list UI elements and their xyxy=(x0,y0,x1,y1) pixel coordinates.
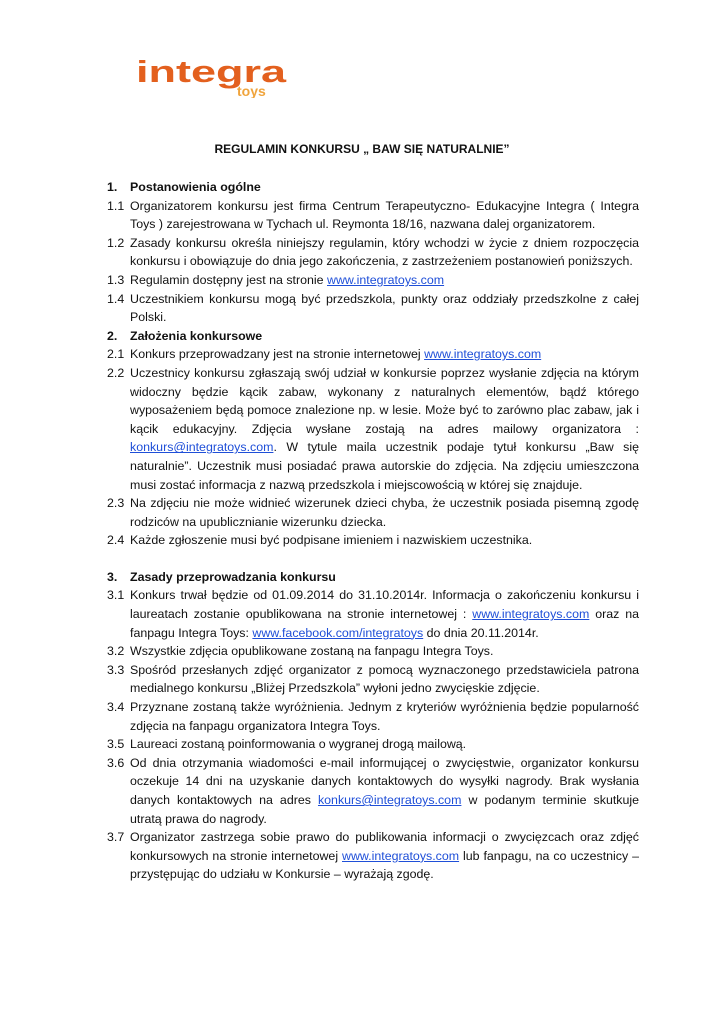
item-text xyxy=(130,661,639,698)
section-heading xyxy=(107,178,639,197)
facebook-link[interactable]: www.facebook.com/integratoys xyxy=(252,625,424,640)
list-item xyxy=(107,586,639,642)
item-number: 3.3 xyxy=(107,662,125,677)
text-span: Od dnia otrzymania wiadomości e-mail informującej o zwycięstwie, organizator konkursu oczekuje 14 dni na uzyskanie danych kontaktowych do wysyłki nagrody. Brak wysłania danych kontaktowych na adres xyxy=(130,755,639,807)
list-item xyxy=(107,735,639,754)
item-text xyxy=(130,735,639,754)
item-text xyxy=(130,494,639,531)
email-link[interactable]: konkurs@integratoys.com xyxy=(317,793,462,807)
item-number: 2.1 xyxy=(107,347,125,362)
text-span: Każde zgłoszenie musi być podpisane imieniem i nazwiskiem uczestnika. xyxy=(130,533,533,548)
item-number: 1.2 xyxy=(107,235,125,250)
text-span: . W tytule maila uczestnik podaje tytuł konkursu „Baw się naturalnie”. Uczestnik musi posiadać prawa autorskie do zdjęcia. Na zdjęciu umieszczona musi zostać informacja z nazwą przedszkola i miejscowością w której się znajduje. xyxy=(130,440,639,492)
text-span: Konkurs przeprowadzany jest na stronie internetowej xyxy=(130,347,425,362)
item-number: 3.2 xyxy=(107,644,125,659)
list-item xyxy=(107,642,639,661)
list-item xyxy=(107,290,639,327)
item-text xyxy=(130,290,639,327)
list-item xyxy=(107,197,639,234)
item-number: 1.4 xyxy=(107,291,125,306)
item-number: 2.2 xyxy=(107,365,125,380)
section-number: 2. xyxy=(107,328,118,343)
item-text xyxy=(130,642,639,661)
section-number: 1. xyxy=(107,180,118,194)
list-item xyxy=(107,828,639,884)
text-span: w podanym terminie skutkuje utratą prawa do nagrody. xyxy=(130,793,640,826)
section-heading xyxy=(107,327,639,346)
list-item xyxy=(107,531,639,550)
section-heading xyxy=(107,568,639,587)
section-title: Założenia konkursowe xyxy=(130,328,263,343)
item-text xyxy=(130,345,639,364)
website-link[interactable]: www.integratoys.com xyxy=(472,607,590,622)
list-item xyxy=(107,494,639,531)
item-text xyxy=(130,586,639,642)
item-number: 1.3 xyxy=(107,272,125,287)
text-span: Organizatorem konkursu jest firma Centrum Terapeutyczno- Edukacyjne Integra ( Integra Toys ) zarejestrowana w Tychach ul. Reymonta 18/16, nazwana dalej organizatorem. xyxy=(130,198,639,232)
svg-text:toys: toys xyxy=(237,83,266,98)
svg-text:integra: integra xyxy=(136,54,288,89)
list-item xyxy=(107,698,639,735)
item-text xyxy=(130,531,639,550)
spacer xyxy=(107,550,639,568)
document-title: REGULAMIN KONKURSU „ BAW SIĘ NATURALNIE” xyxy=(214,142,510,156)
text-span: Laureaci zostaną poinformowania o wygranej drogą mailową. xyxy=(130,737,467,752)
item-number: 3.1 xyxy=(107,588,125,603)
list-item xyxy=(107,345,639,364)
item-text xyxy=(130,828,639,884)
text-span: Uczestnicy konkursu zgłaszają swój udział w konkursie poprzez wysłanie zdjęcia na którym widoczny będzie kącik zabaw, wykonany z naturalnych elementów, bądź którego wyposażeniem będą pomoce znalezione np. w lesie. Może być to zarówno plac zabaw, jak i kącik edukacyjny. Zdjęcia wysłane zostają na adres mailowy organizatora : xyxy=(130,365,639,436)
section-number: 3. xyxy=(107,569,118,584)
text-span: Konkurs trwał będzie od 01.09.2014 do 31.10.2014r. Informacja o zakończeniu konkursu i laureatach zostanie opublikowana na stronie internetowej : xyxy=(130,588,639,622)
item-number: 3.6 xyxy=(107,755,125,770)
text-span: do dnia 20.11.2014r. xyxy=(423,625,539,640)
text-span: Regulamin dostępny jest na stronie xyxy=(130,272,327,287)
item-number: 2.4 xyxy=(107,533,125,548)
text-span: Zasady konkursu określa niniejszy regulamin, który wchodzi w życie z dniem rozpoczęcia konkursu i obowiązuje do dnia jego zakończenia, z zastrzeżeniem postanowień poniższych. xyxy=(130,235,639,269)
text-span: oraz na fanpagu Integra Toys: xyxy=(130,607,639,640)
website-link[interactable]: www.integratoys.com xyxy=(342,848,460,863)
email-link[interactable]: konkurs@integratoys.com xyxy=(130,440,274,455)
text-span: Organizator zastrzega sobie prawo do publikowania informacji o zwycięzcach oraz zdjęć konkursowych na stronie internetowej xyxy=(130,830,639,863)
item-number: 3.5 xyxy=(107,737,125,752)
item-number: 2.3 xyxy=(107,496,125,511)
item-text xyxy=(130,698,639,735)
text-span: Spośród przesłanych zdjęć organizator z pomocą wyznaczonego przedstawiciela patrona medialnego konkursu „Bliżej Przedszkola” wyłoni jedno zwycięskie zdjęcie. xyxy=(130,662,639,696)
website-link[interactable]: www.integratoys.com xyxy=(424,347,542,362)
section-title: Postanowienia ogólne xyxy=(130,180,261,194)
text-span: Na zdjęciu nie może widnieć wizerunek dzieci chyba, że uczestnik posiada pisemną zgodę rodziców na upublicznianie wizerunku dziecka. xyxy=(130,496,639,529)
text-span: lub fanpagu, na co uczestnicy –przystępując do udziału w Konkursie – wyrażają zgodę. xyxy=(130,848,640,882)
regulations-body xyxy=(107,178,639,884)
text-span: Uczestnikiem konkursu mogą być przedszkola, punkty oraz oddziały przedszkolne z całej Polski. xyxy=(130,291,639,325)
section-title: Zasady przeprowadzania konkursu xyxy=(130,569,336,584)
list-item xyxy=(107,661,639,698)
item-number: 3.4 xyxy=(107,700,125,715)
item-text xyxy=(130,754,639,828)
list-item xyxy=(107,271,639,290)
item-text xyxy=(130,271,639,290)
item-text xyxy=(130,197,639,234)
website-link[interactable]: www.integratoys.com xyxy=(327,272,445,287)
item-number: 1.1 xyxy=(107,198,125,213)
item-number: 3.7 xyxy=(107,830,125,845)
list-item xyxy=(107,234,639,271)
item-text xyxy=(130,234,639,271)
integra-toys-logo xyxy=(134,52,294,98)
list-item xyxy=(107,364,639,494)
item-text xyxy=(130,364,639,494)
list-item xyxy=(107,754,639,828)
text-span: Przyznane zostaną także wyróżnienia. Jednym z kryteriów wyróżnienia będzie popularność zdjęcia na fanpagu organizatora Integra Toys. xyxy=(130,700,639,733)
text-span: Wszystkie zdjęcia opublikowane zostaną na fanpagu Integra Toys. xyxy=(130,644,494,659)
